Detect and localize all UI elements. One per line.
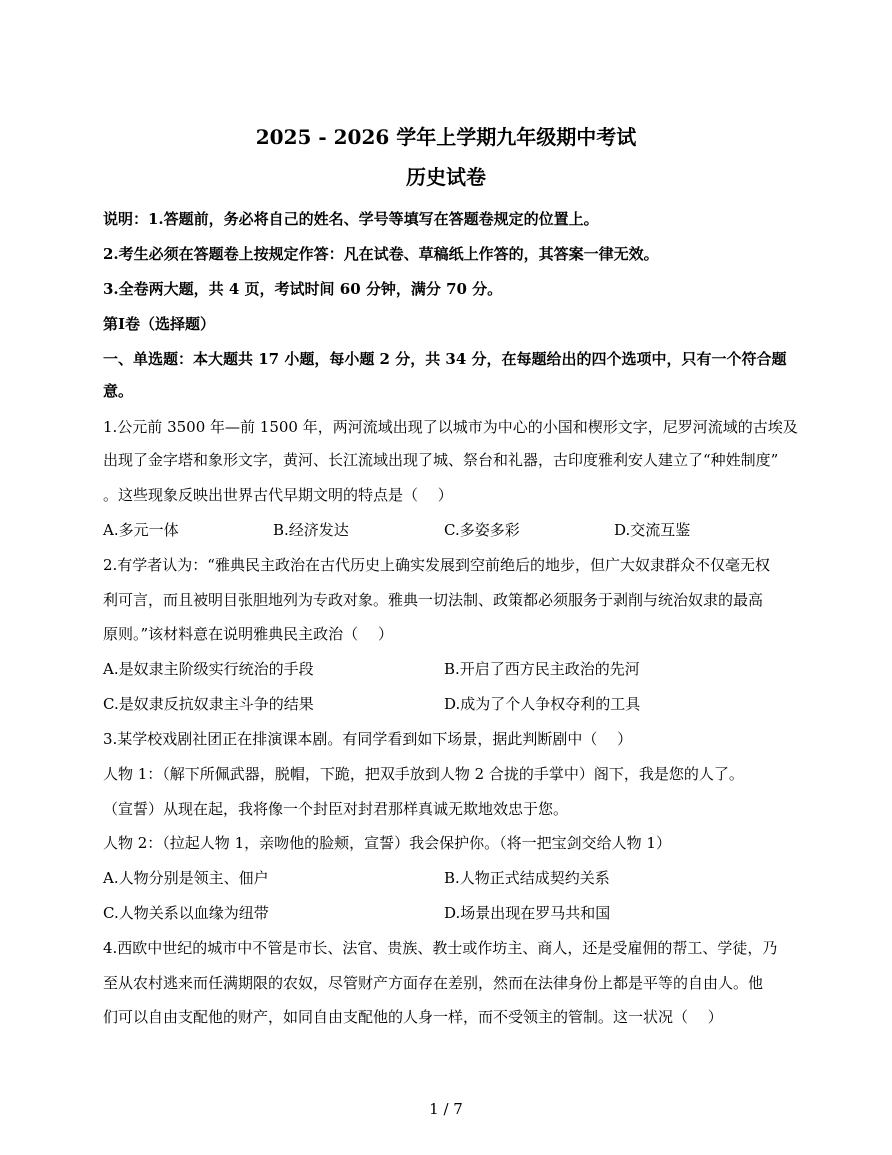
question-2-option-a: A.是奴隶主阶级实行统治的手段 — [103, 660, 314, 678]
question-1-line-3: 。这些现象反映出世界古代早期文明的特点是（ ） — [103, 486, 453, 504]
question-3-option-b: B.人物正式结成契约关系 — [444, 869, 610, 887]
question-3-option-d: D.场景出现在罗马共和国 — [444, 904, 611, 922]
question-1-option-c: C.多姿多彩 — [444, 521, 520, 539]
question-1-option-a: A.多元一体 — [103, 521, 179, 539]
question-3-line-4: 人物 2：（拉起人物 1，亲吻他的脸颊，宣誓）我会保护你。（将一把宝剑交给人物 1） — [103, 834, 671, 852]
section-heading-line-2: 意。 — [103, 382, 134, 400]
question-2-option-b: B.开启了西方民主政治的先河 — [444, 660, 640, 678]
question-3-line-2: 人物 1：（解下所佩武器，脱帽，下跪，把双手放到人物 2 合拢的手掌中）阁下，我是您的人了。 — [103, 765, 744, 783]
exam-title: 2025 - 2026 学年上学期九年级期中考试 — [255, 125, 637, 149]
question-3-option-c: C.人物关系以血缘为纽带 — [103, 904, 269, 922]
section-heading-line-1: 一、单选题：本大题共 17 小题，每小题 2 分，共 34 分，在每题给出的四个选项中，只有一个符合题 — [103, 350, 787, 368]
page-number: 1 / 7 — [429, 1100, 463, 1118]
question-4-line-2: 至从农村逃来而任满期限的农奴，尽管财产方面存在差别，然而在法律身份上都是平等的自由人。他 — [103, 974, 764, 992]
question-3-option-a: A.人物分别是领主、佃户 — [103, 869, 269, 887]
question-2-option-d: D.成为了个人争权夺利的工具 — [444, 695, 641, 713]
instruction-2: 2.考生必须在答题卷上按规定作答：凡在试卷、草稿纸上作答的，其答案一律无效。 — [103, 245, 659, 263]
instruction-1: 说明：1.答题前，务必将自己的姓名、学号等填写在答题卷规定的位置上。 — [103, 210, 599, 228]
question-1-option-b: B.经济发达 — [273, 521, 349, 539]
exam-subject: 历史试卷 — [406, 165, 486, 189]
question-4-line-3: 们可以自由支配他的财产，如同自由支配他的人身一样，而不受领主的管制。这一状况（ ） — [103, 1008, 723, 1026]
instruction-3: 3.全卷两大题，共 4 页，考试时间 60 分钟，满分 70 分。 — [103, 280, 503, 298]
question-2-line-1: 2.有学者认为：“雅典民主政治在古代历史上确实发展到空前绝后的地步，但广大奴隶群众不仅毫无权 — [103, 556, 770, 574]
question-3-line-1: 3.某学校戏剧社团正在排演课本剧。有同学看到如下场景，据此判断剧中（ ） — [103, 730, 633, 748]
question-4-line-1: 4.西欧中世纪的城市中不管是市长、法官、贵族、教士或作坊主、商人，还是受雇佣的帮工、学徒，乃 — [103, 939, 778, 957]
question-3-line-3: （宣誓）从现在起，我将像一个封臣对封君那样真诚无欺地效忠于您。 — [103, 800, 569, 818]
question-1-line-2: 出现了金字塔和象形文字，黄河、长江流域出现了城、祭台和礼器，古印度雅利安人建立了“种姓制度” — [103, 451, 779, 469]
question-1-line-1: 1.公元前 3500 年—前 1500 年，两河流域出现了以城市为中心的小国和楔形文字，尼罗河流域的古埃及 — [103, 418, 798, 436]
question-2-line-3: 原则。”该材料意在说明雅典民主政治（ ） — [103, 625, 393, 643]
question-2-option-c: C.是奴隶反抗奴隶主斗争的结果 — [103, 695, 314, 713]
question-1-option-d: D.交流互鉴 — [614, 521, 691, 539]
part-heading: 第Ⅰ卷（选择题） — [103, 315, 216, 333]
question-2-line-2: 利可言，而且被明目张胆地列为专政对象。雅典一切法制、政策都必须服务于剥削与统治奴隶的最高 — [103, 591, 764, 609]
